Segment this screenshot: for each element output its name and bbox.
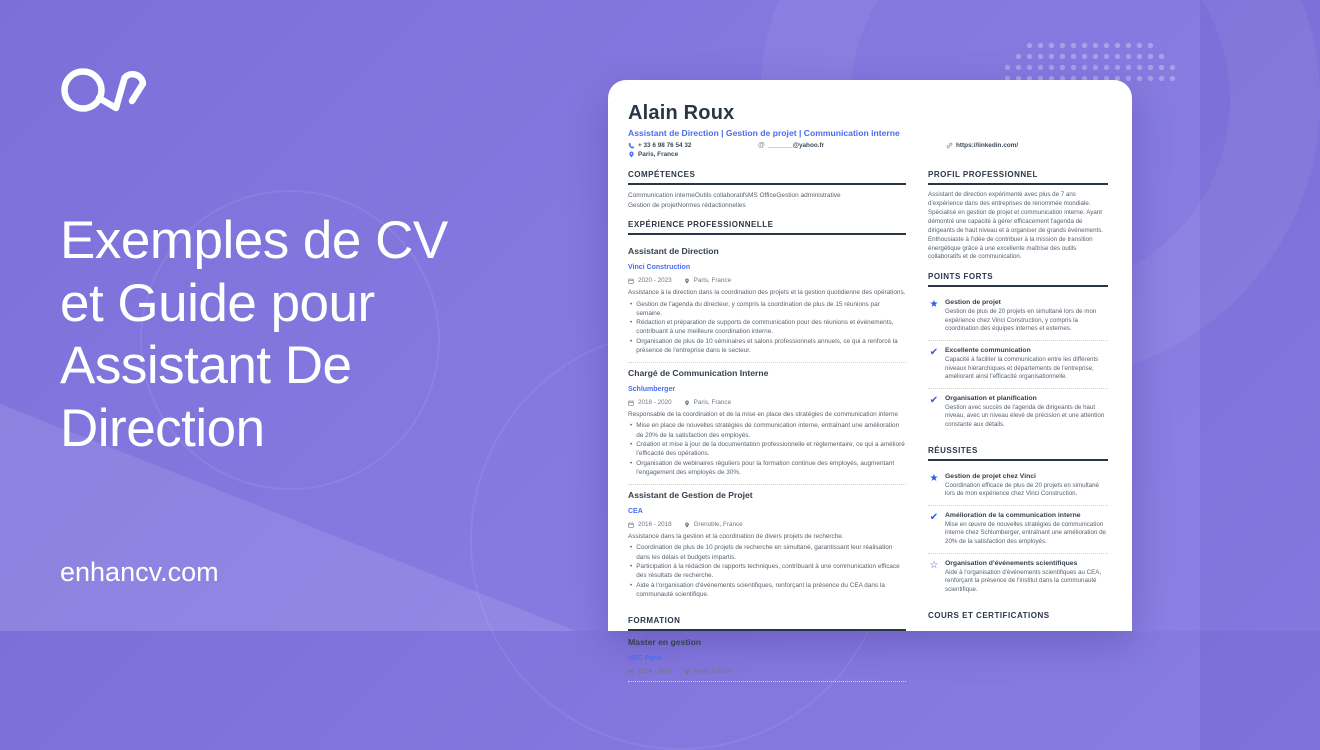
section-heading: FORMATION xyxy=(628,616,906,631)
job-dates: 2020 - 2023 xyxy=(638,277,672,285)
section-experience xyxy=(628,220,906,606)
enhancv-logo-icon[interactable] xyxy=(57,52,149,121)
achievement-text: Aide à l'organisation d'événements scientifiques au CEA, renforçant la présence de l'institut dans la communauté scientifique. xyxy=(945,568,1102,594)
job-bullet: • Organisation de plus de 10 séminaires et salons professionnels annuels, ce qui a renforcé la présence de l'entreprise dans le secteur. xyxy=(630,337,898,354)
section-competences xyxy=(628,170,906,210)
calendar-icon xyxy=(628,522,634,528)
achievement-title: Amélioration de la communication interne xyxy=(945,511,1081,519)
location-pin-icon xyxy=(628,151,635,158)
achievement-item xyxy=(928,467,1108,505)
calendar-icon xyxy=(628,400,634,406)
section-cours xyxy=(928,611,1108,624)
strength-title: Excellente communication xyxy=(945,346,1031,354)
strength-text: Capacité à faciliter la communication entre les différents niveaux hiérarchiques et départements de l'entreprise, améliorant ainsi l'efficacité organisationnelle. xyxy=(945,355,1099,381)
headline-line: et Guide pour xyxy=(60,273,375,333)
education-location: Paris, France xyxy=(693,668,732,676)
job-title: Assistant de Direction xyxy=(628,246,719,257)
background-dot-pattern xyxy=(1002,40,1178,82)
link-icon xyxy=(946,142,953,149)
at-sign-icon: @ xyxy=(758,142,765,149)
linkedin-url: https://linkedin.com/ xyxy=(956,142,1019,149)
section-heading: EXPÉRIENCE PROFESSIONNELLE xyxy=(628,220,906,235)
company-link[interactable]: Schlumberger xyxy=(628,386,676,394)
section-heading: COURS ET CERTIFICATIONS xyxy=(928,610,1050,620)
company-link[interactable]: Vinci Construction xyxy=(628,264,691,272)
strength-text: Gestion de plus de 20 projets en simultané lors de mon expérience chez Vinci Construction, y compris la coordination des équipes internes et externes. xyxy=(945,307,1097,333)
location-pin-icon xyxy=(684,669,690,675)
headline-line: Exemples de CV xyxy=(60,211,448,270)
section-points-forts xyxy=(928,272,1108,436)
section-formation xyxy=(628,616,906,688)
skills-line: Communication interneOutils collaboratifsMS OfficeGestion administrative xyxy=(628,192,841,199)
achievement-title: Organisation d'événements scientifiques xyxy=(945,559,1078,567)
strength-item xyxy=(928,293,1108,340)
star-filled-icon: ★ xyxy=(929,298,939,310)
check-icon: ✔ xyxy=(929,394,939,406)
section-heading: COMPÉTENCES xyxy=(628,170,906,185)
check-icon: ✔ xyxy=(929,511,939,523)
achievement-item xyxy=(928,505,1108,553)
strength-text: Gestion avec succès de l'agenda de dirigeants de haut niveau, avec un niveau élevé de précision et une attention constante aux détails. xyxy=(945,403,1105,429)
headline-line: Direction xyxy=(60,398,265,458)
job-bullet: • Rédaction et préparation de supports de communication pour des réunions et événements, contribuant à une meilleure coordination interne. xyxy=(630,319,894,336)
experience-entry xyxy=(628,484,906,606)
job-bullet: • Participation à la rédaction de rapports techniques, contribuant à une communication efficace des résultats de recherche. xyxy=(630,563,900,580)
star-filled-icon: ★ xyxy=(929,472,939,484)
job-bullet: • Coordination de plus de 10 projets de recherche en simultané, garantissant leur réalisation dans les délais et budgets impartis. xyxy=(630,544,893,561)
job-bullet: • Création et mise à jour de la documentation professionnelle et réglementaire, ce qui a amélioré l'efficacité des opérations. xyxy=(630,441,905,458)
location-value: Paris, France xyxy=(638,151,679,158)
section-heading: RÉUSSITES xyxy=(928,446,1108,461)
contact-location xyxy=(628,151,678,158)
achievement-text: Mise en œuvre de nouvelles stratégies de communication interne chez Schlumberger, entraînant une amélioration de 20% de la satisfaction des employés. xyxy=(945,520,1106,546)
experience-entry xyxy=(628,362,906,484)
section-heading: POINTS FORTS xyxy=(928,272,1108,287)
contact-link[interactable] xyxy=(946,142,1018,149)
section-heading: PROFIL PROFESSIONNEL xyxy=(928,170,1108,185)
location-pin-icon xyxy=(684,400,690,406)
section-profil xyxy=(928,170,1108,262)
resume-job-title: Assistant de Direction | Gestion de projet | Communication interne xyxy=(628,128,900,138)
job-title: Chargé de Communication Interne xyxy=(628,368,769,379)
resume-right-column xyxy=(928,170,1108,698)
job-bullet: • Organisation de webinaires réguliers pour la formation continue des employés, augmentant l'engagement des employés de 30%. xyxy=(630,459,895,476)
job-title: Assistant de Gestion de Projet xyxy=(628,490,753,501)
achievement-title: Gestion de projet chez Vinci xyxy=(945,472,1036,480)
education-dates: 2014 - 2016 xyxy=(638,668,672,676)
job-dates: 2018 - 2020 xyxy=(638,399,672,407)
location-pin-icon xyxy=(684,522,690,528)
strength-title: Organisation et planification xyxy=(945,394,1037,402)
job-summary: Responsable de la coordination et de la mise en place des stratégies de communication interne xyxy=(628,411,898,419)
contact-email[interactable] xyxy=(758,142,946,149)
job-location: Paris, France xyxy=(693,277,732,285)
resume-left-column xyxy=(628,170,906,698)
headline-line: Assistant De xyxy=(60,336,352,396)
resume-preview xyxy=(608,80,1132,676)
job-bullet: • Mise en place de nouvelles stratégies de communication interne, entraînant une amélioration de 20% de la satisfaction des employés. xyxy=(630,422,900,439)
check-icon: ✔ xyxy=(929,346,939,358)
contact-row xyxy=(628,142,1108,149)
job-summary: Assistance à la direction dans la coordination des projets et la gestion quotidienne des opérations. xyxy=(628,289,906,297)
calendar-icon xyxy=(628,278,634,284)
job-location: Paris, France xyxy=(693,399,732,407)
calendar-icon xyxy=(628,669,634,675)
strength-item xyxy=(928,340,1108,388)
achievement-text: Coordination efficace de plus de 20 projets en simultané lors de mon expérience chez Vinci Construction. xyxy=(945,481,1099,498)
job-location: Grenoble, France xyxy=(693,521,743,529)
job-bullet: • Gestion de l'agenda du directeur, y compris la coordination de plus de 15 réunions par semaine. xyxy=(630,300,880,317)
email-value: _______@yahoo.fr xyxy=(767,142,825,149)
contact-phone xyxy=(628,142,758,149)
degree-title: Master en gestion xyxy=(628,637,702,648)
company-link[interactable]: CEA xyxy=(628,508,643,516)
school-link[interactable]: HEC Paris xyxy=(628,655,662,663)
site-link[interactable]: enhancv.com xyxy=(60,557,219,587)
achievement-item xyxy=(928,553,1108,601)
experience-entry xyxy=(628,241,906,362)
location-pin-icon xyxy=(684,278,690,284)
strength-item xyxy=(928,388,1108,436)
star-outline-icon: ☆ xyxy=(929,559,939,571)
page-title xyxy=(60,210,580,460)
job-dates: 2016 - 2018 xyxy=(638,521,672,529)
skills-line: Gestion de projetNormes rédactionnelles xyxy=(628,201,746,209)
section-reussites xyxy=(928,446,1108,601)
job-summary: Assistance dans la gestion et la coordination de divers projets de recherche. xyxy=(628,533,844,541)
resume-name: Alain Roux xyxy=(628,102,735,124)
profile-text: Assistant de direction expérimenté avec plus de 7 ans d'expérience dans des entreprises de renommée mondiale. Spécialisé en gestion de projet et communication interne. Ayant démontré une capacité à gérer efficacement l'agenda de dirigeants de haut niveau et à organiser de grands événements. Enthousiaste à l'idée de contribuer à la mission de transition énergétique grâce à une excellente maîtrise des outils collaboratifs et de communication. xyxy=(928,191,1104,261)
strength-title: Gestion de projet xyxy=(945,298,1001,306)
phone-number: + 33 6 98 76 54 32 xyxy=(638,142,692,149)
phone-icon xyxy=(628,142,635,149)
job-bullet: • Aide à l'organisation d'événements scientifiques, renforçant la présence du CEA dans la communauté scientifique. xyxy=(630,581,885,598)
